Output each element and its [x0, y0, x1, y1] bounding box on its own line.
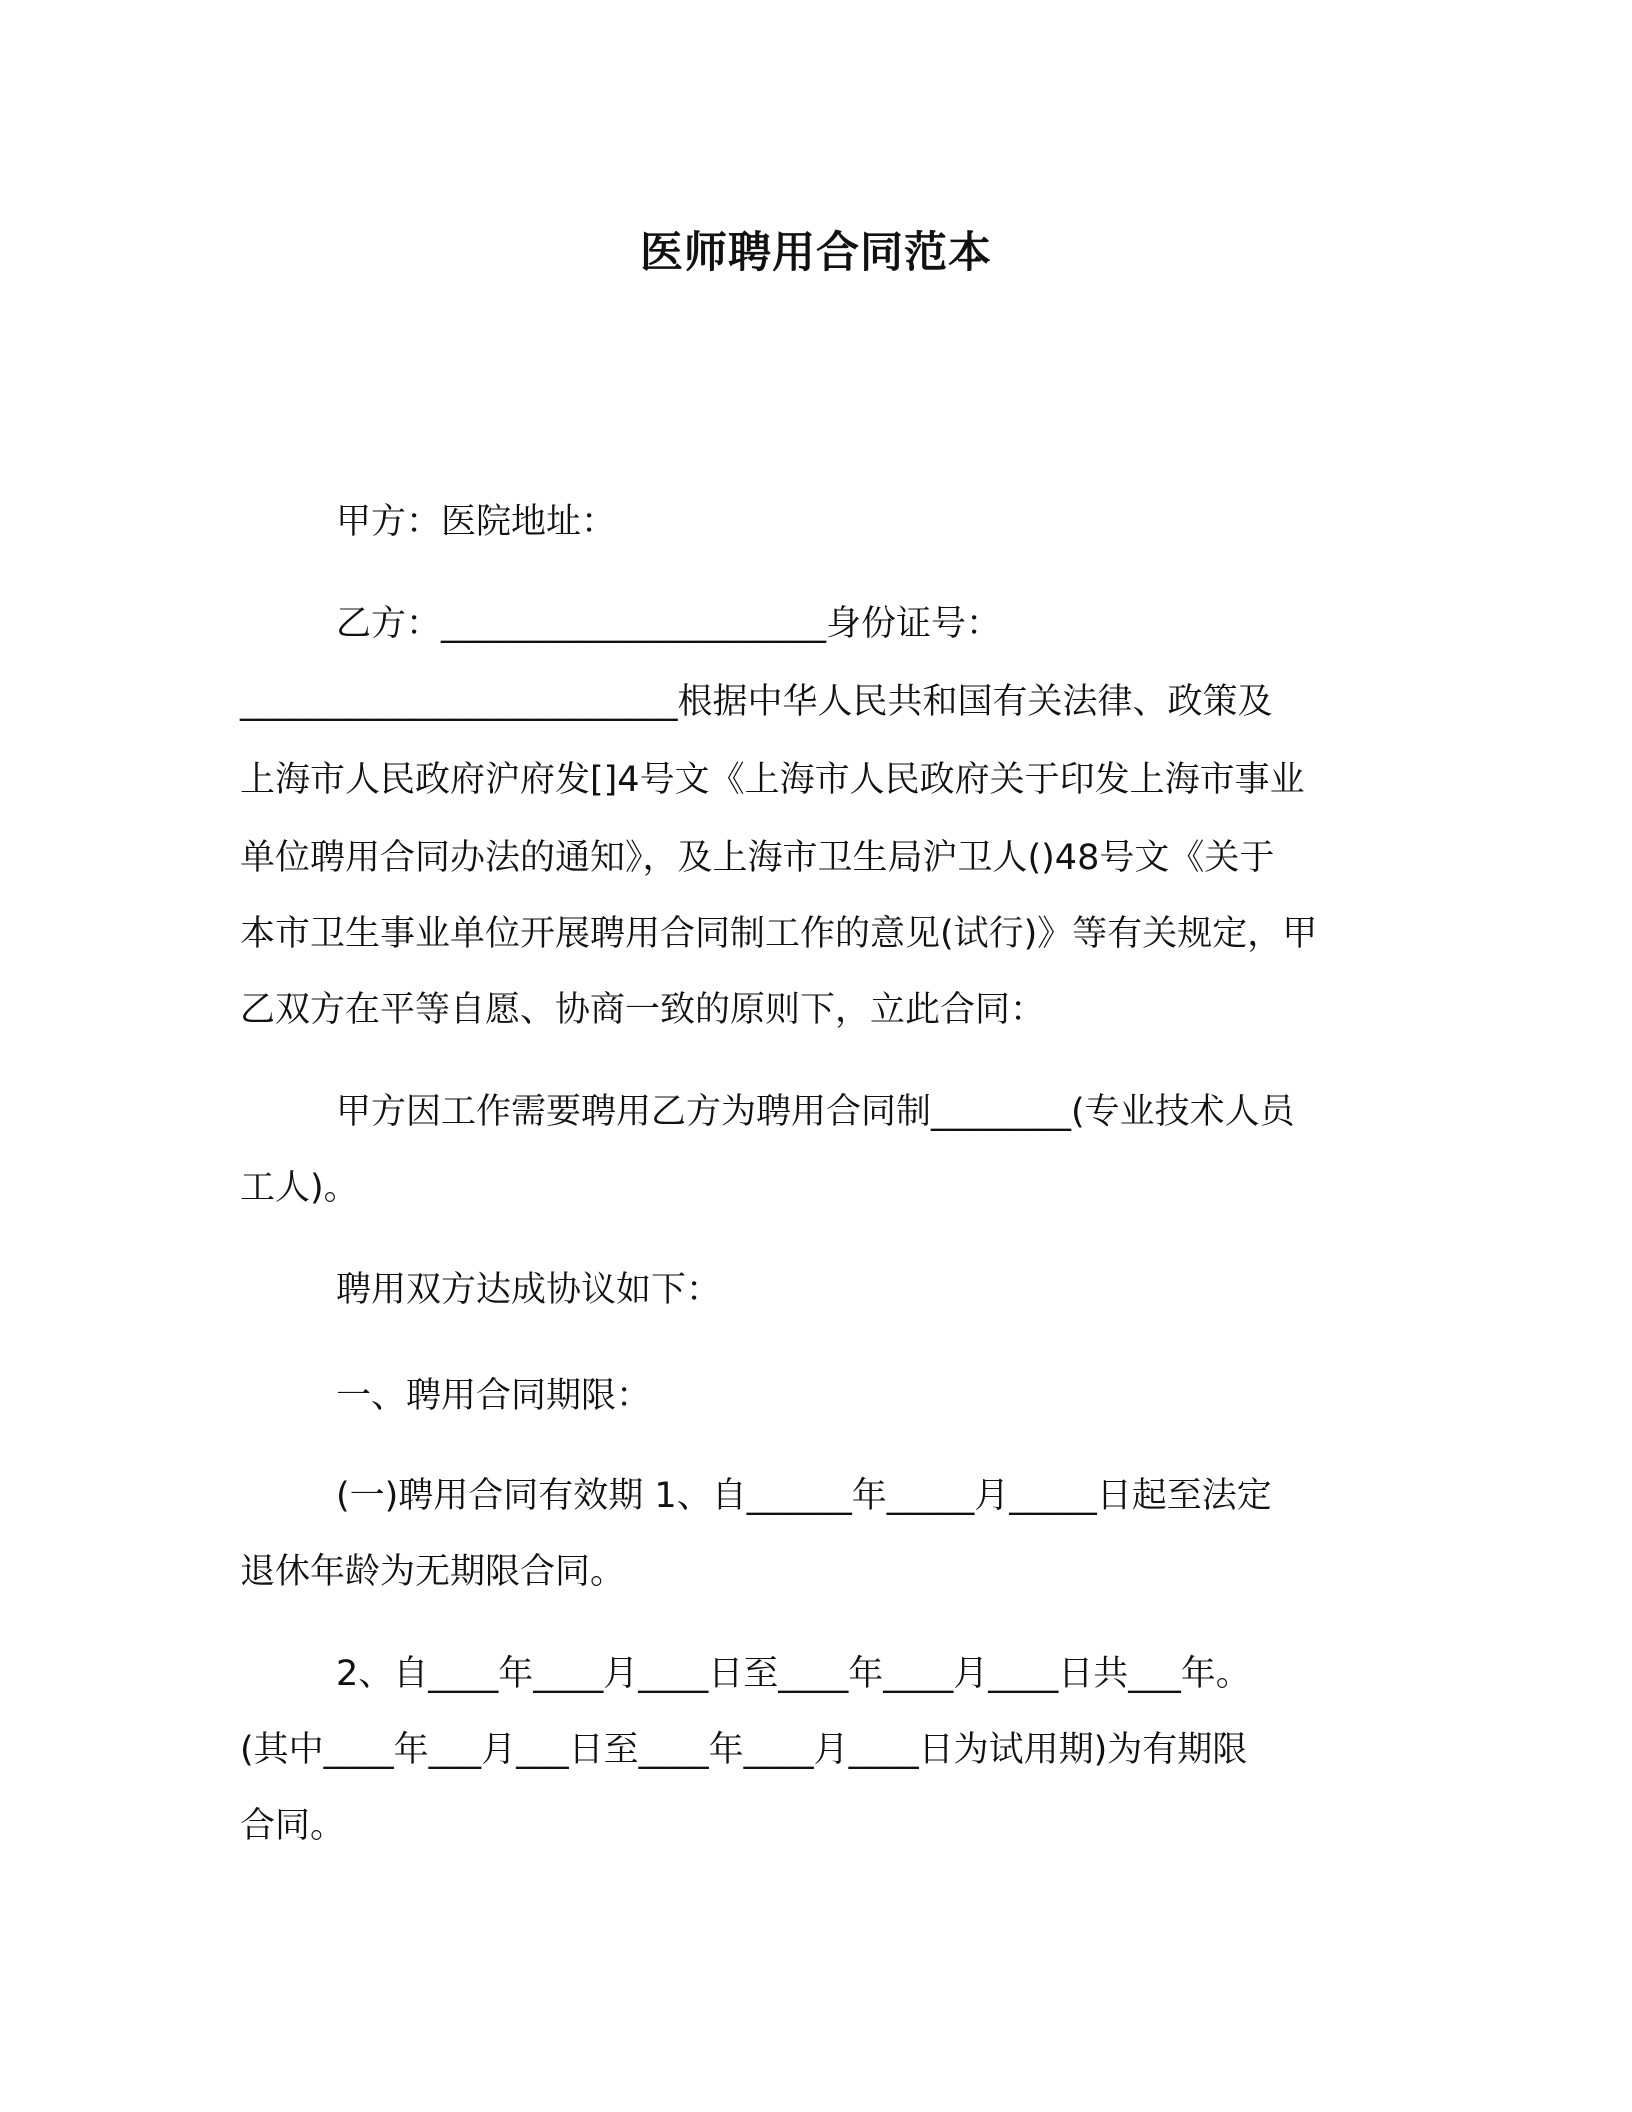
section-heading: 一、聘用合同期限： [336, 1376, 652, 1416]
paragraph-line: 上海市人民政府沪府发[]4号文《上海市人民政府关于印发上海市事业 [240, 760, 1305, 800]
paragraph-line: 2、自____年____月____日至____年____月____日共___年。 [336, 1654, 1251, 1694]
party-a-line: 甲方：医院地址： [336, 502, 617, 542]
party-b-line: 乙方：______________________身份证号： [336, 604, 1002, 644]
paragraph-line: 甲方因工作需要聘用乙方为聘用合同制________(专业技术人员 [336, 1092, 1295, 1132]
paragraph-line: (一)聘用合同有效期 1、自______年_____月_____日起至法定 [336, 1476, 1272, 1516]
document-title: 医师聘用合同范本 [640, 228, 992, 278]
paragraph-line: 合同。 [240, 1806, 346, 1846]
paragraph-line: _________________________根据中华人民共和国有关法律、政策及 [240, 682, 1273, 722]
agreement-heading: 聘用双方达成协议如下： [336, 1270, 722, 1310]
paragraph-line: 工人)。 [240, 1168, 359, 1208]
paragraph-line: (其中____年___月___日至____年____月____日为试用期)为有期限 [240, 1730, 1248, 1770]
paragraph-line: 退休年龄为无期限合同。 [240, 1552, 626, 1592]
paragraph-line: 本市卫生事业单位开展聘用合同制工作的意见(试行)》等有关规定，甲 [240, 914, 1318, 954]
paragraph-line: 单位聘用合同办法的通知》，及上海市卫生局沪卫人()48号文《关于 [240, 838, 1275, 878]
paragraph-line: 乙双方在平等自愿、协商一致的原则下，立此合同： [240, 990, 1046, 1030]
